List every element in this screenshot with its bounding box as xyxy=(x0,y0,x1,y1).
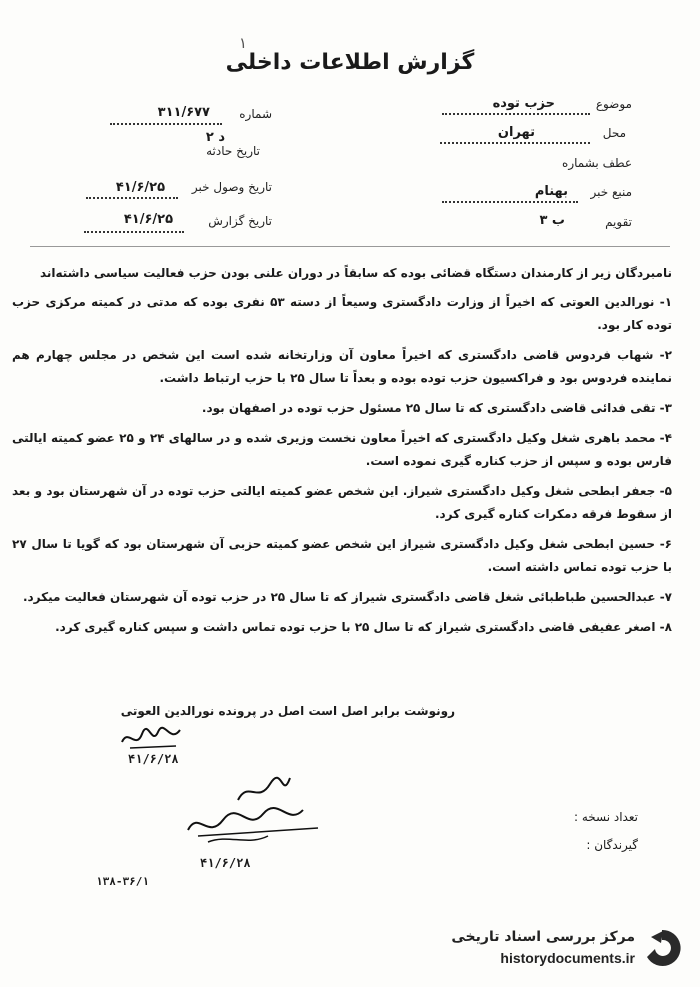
subject-label: موضوع xyxy=(595,97,632,111)
source-label: منبع خبر xyxy=(590,185,632,199)
subject-dots xyxy=(442,112,590,115)
signature-1-date: ۴۱/۶/۲۸ xyxy=(128,752,179,766)
list-item: ۷- عبدالحسین طباطبائی شغل قاضی دادگستری شیراز که تا سال ۲۵ در حزب توده آن شهرستان فعالیت میکرد. xyxy=(22,590,672,604)
number-dots xyxy=(110,122,222,125)
copies-label: تعداد نسخه : xyxy=(573,810,638,824)
rating-value: ب ۳ xyxy=(539,213,565,228)
report-date-value: ۴۱/۶/۲۵ xyxy=(123,212,173,227)
certification-note: رونوشت برابر اصل است اصل در پرونده نورالدین العوتی xyxy=(120,704,455,718)
incident-date-value: د ۲ xyxy=(205,130,225,145)
received-date-label: تاریخ وصول خبر xyxy=(191,180,272,194)
archive-code: ۱۳۸-۳۶/۱ xyxy=(96,875,149,888)
signature-2-date: ۴۱/۶/۲۸ xyxy=(200,856,251,870)
archive-logo-icon xyxy=(641,927,683,969)
number-value: ۳۱۱/۶۷۷ xyxy=(157,105,210,120)
report-date-dots xyxy=(84,230,184,233)
list-item: ۶- حسین ابطحی شغل وکیل دادگستری شیراز این شخص عضو کمیته حزبی آن شهرستان بود که گویا تا سال ۲۷ با حزب توده تماس داشته است. xyxy=(12,537,672,574)
report-body xyxy=(12,262,672,646)
reference-label: عطف بشماره xyxy=(562,156,632,170)
received-date-dots xyxy=(86,196,178,199)
list-item: ۳- تقی فدائی قاضی دادگستری که تا سال ۲۵ مسئول حزب توده در اصفهان بود. xyxy=(201,401,672,415)
intro-paragraph: نامبردگان زیر از کارمندان دستگاه قضائی بوده که سابقاً در دوران علنی بودن حزب فعالیت سیاسی داشته‌اند xyxy=(39,266,672,280)
place-dots xyxy=(440,141,590,144)
signature-2 xyxy=(178,770,338,850)
received-date-value: ۴۱/۶/۲۵ xyxy=(115,180,165,195)
document-title: گزارش اطلاعات داخلی xyxy=(225,50,475,75)
list-item: ۲- شهاب فردوس قاضی دادگستری که اخیراً معاون آن وزارتخانه شده است این شخص در مجلس چهارم هم نماینده فردوس بود و فراکسیون حزب توده بوده و بعداً تا سال ۲۵ با حزب ارتباط داشت. xyxy=(12,348,672,385)
subject-value: حزب توده xyxy=(492,96,555,111)
list-item: ۵- جعفر ابطحی شغل وکیل دادگستری شیراز. این شخص عضو کمیته ایالتی حزب توده در آن شهرستان بود و بعد از سقوط فرقه دمکرات کناره گیری کرد. xyxy=(12,484,672,521)
list-item: ۴- محمد باهری شغل وکیل دادگستری که اخیراً معاون نخست وزیری شده و در سالهای ۲۴ و ۲۵ عضو کمیته ایالتی فارس بوده و سپس از حزب کناره گیری نموده است. xyxy=(12,431,672,468)
header-divider xyxy=(30,246,670,247)
incident-date-label: تاریخ حادثه xyxy=(206,144,260,158)
place-label: محل xyxy=(602,126,626,140)
report-date-label: تاریخ گزارش xyxy=(208,214,272,228)
source-dots xyxy=(442,200,578,203)
source-value: بهنام xyxy=(534,184,568,199)
place-value: تهران xyxy=(497,125,535,140)
watermark-title: مرکز بررسی اسناد تاریخی xyxy=(451,929,635,945)
corner-mark: ۱ xyxy=(238,34,248,52)
list-item: ۱- نورالدین العوتی که اخیراً از وزارت دادگستری وسیعاً از دسته ۵۳ نفری بوده که مدتی در کمیته مرکزی حزب توده کار بود. xyxy=(12,295,673,332)
list-item: ۸- اصغر عفیفی قاضی دادگستری شیراز که تا سال ۲۵ با حزب توده تماس داشت و سپس کناره گیری کرد. xyxy=(55,620,672,634)
number-label: شماره xyxy=(239,107,272,121)
watermark xyxy=(428,925,683,975)
recipients-label: گیرندگان : xyxy=(586,838,638,852)
signature-1 xyxy=(118,720,188,754)
watermark-url: historydocuments.ir xyxy=(500,950,635,966)
rating-label: تقویم xyxy=(605,215,632,229)
